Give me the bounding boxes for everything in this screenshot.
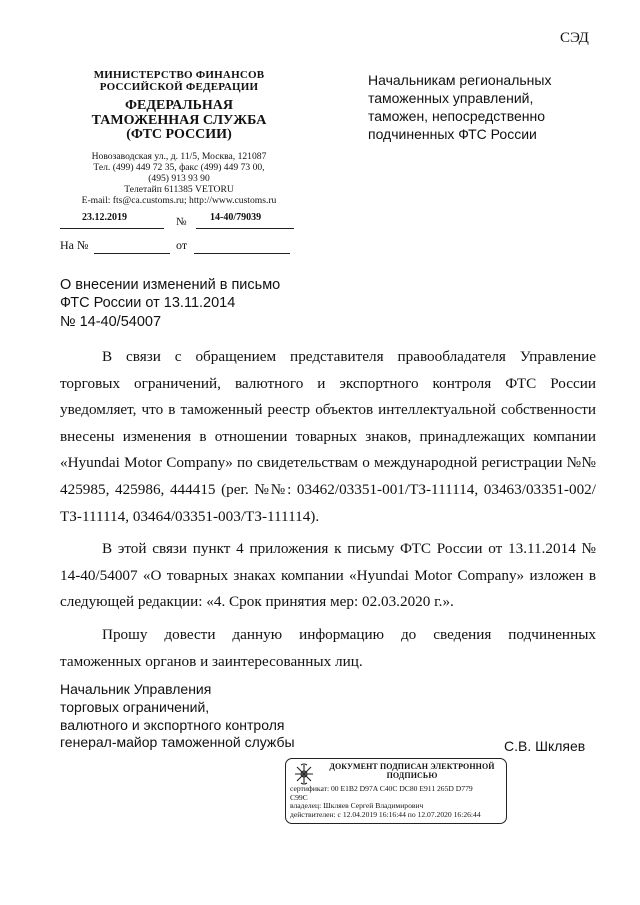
signer-line-1: Начальник Управления — [60, 681, 212, 697]
contacts-block — [56, 151, 302, 206]
subject-block — [60, 276, 360, 331]
address-line: Новозаводская ул., д. 11/5, Москва, 121087 — [91, 151, 267, 163]
signer-position-block — [60, 681, 320, 752]
addressee-line-4: подчиненных ФТС России — [368, 125, 537, 142]
addressee-line-1: Начальникам региональных — [368, 72, 552, 88]
ministry-name — [56, 70, 302, 93]
signer-line-2: торговых ограничений, — [60, 698, 210, 715]
addressee-line-2: таможенных управлений, — [368, 89, 534, 106]
letterhead — [56, 70, 302, 206]
service-line-3: (ФТС РОССИИ) — [126, 127, 232, 143]
document-date: 23.12.2019 — [82, 212, 127, 223]
reply-number-blank — [94, 253, 170, 254]
stamp-certificate-cont: C99C — [290, 792, 308, 802]
stamp-certificate: сертификат: 00 E1B2 D97A C40C DC80 E911 265D D779 — [290, 784, 473, 793]
signer-name: С.В. Шкляев — [504, 738, 586, 754]
subject-line-2: ФТС России от 13.11.2014 — [60, 295, 236, 312]
number-sign: № — [176, 216, 187, 228]
signer-line-4: генерал-майор таможенной службы — [60, 734, 295, 751]
number-underline — [196, 228, 294, 229]
date-underline — [60, 228, 164, 229]
reply-date-blank — [194, 253, 290, 254]
electronic-signature-stamp — [285, 758, 507, 824]
phone-line: Тел. (499) 449 72 35, факс (499) 449 73 00, — [93, 162, 265, 174]
stamp-title — [322, 762, 502, 780]
reply-reference-line — [60, 238, 300, 256]
body-paragraph-3: Прошу довести данную информацию до сведения подчиненных таможенных органов и заинтересованных лиц. — [60, 625, 596, 670]
addressee-block — [368, 72, 588, 144]
body-paragraph-2: В этой связи пункт 4 приложения к письму ФТС России от 13.11.2014 № 14-40/54007 «О товарных знаках компании «Hyundai Motor Company» изложен в следующей редакции: «4. Срок принятия мер: 02.03.2020 г.». — [60, 540, 596, 611]
ministry-line-2: РОССИЙСКОЙ ФЕДЕРАЦИИ — [99, 80, 259, 93]
reply-to-label: На № — [60, 238, 89, 252]
subject-line-1: О внесении изменений в письмо — [60, 277, 281, 293]
reply-from-label: от — [176, 238, 188, 252]
customs-emblem-icon — [291, 763, 317, 785]
service-line-1: ФЕДЕРАЛЬНАЯ — [124, 98, 233, 114]
document-number: 14-40/79039 — [210, 212, 262, 223]
stamp-validity: действителен: с 12.04.2019 16:16:44 по 12.07.2020 16:26:44 — [290, 810, 481, 820]
email-line: E-mail: fts@ca.customs.ru; http://www.customs.ru — [81, 195, 277, 207]
stamp-details — [290, 785, 504, 820]
ministry-line-1: МИНИСТЕРСТВО ФИНАНСОВ — [93, 69, 265, 81]
letter-body — [60, 344, 596, 681]
body-paragraph-1: В связи с обращением представителя правообладателя Управление торговых ограничений, валютного и экспортного контроля ФТС России уведомляет, что в таможенный реестр объектов интеллектуальной собственности внесены изменения в отношении товарных знаков, принадлежащих компании «Hyundai Motor Company» по свидетельствам о международной регистрации №№ 425985, 425986, 444415 (рег. №№: 03462/03351-001/ТЗ-111114, 03463/03351-002/ТЗ-111114, 03464/03351-003/ТЗ-111114). — [60, 348, 596, 525]
phone-line-2: (495) 913 93 90 — [148, 173, 210, 185]
telex-line: Телетайп 611385 VETORU — [124, 184, 234, 196]
stamp-owner: владелец: Шкляев Сергей Владимирович — [290, 801, 424, 811]
service-line-2: ТАМОЖЕННАЯ СЛУЖБА — [91, 112, 267, 128]
stamp-title-line-2: ПОДПИСЬЮ — [386, 771, 438, 781]
signer-line-3: валютного и экспортного контроля — [60, 716, 285, 733]
stamp-title-line-1: ДОКУМЕНТ ПОДПИСАН ЭЛЕКТРОННОЙ — [329, 762, 495, 771]
subject-line-3: № 14-40/54007 — [60, 313, 162, 330]
document-system-mark: СЭД — [560, 30, 589, 46]
service-name — [56, 99, 302, 143]
addressee-line-3: таможен, непосредственно — [368, 107, 546, 124]
